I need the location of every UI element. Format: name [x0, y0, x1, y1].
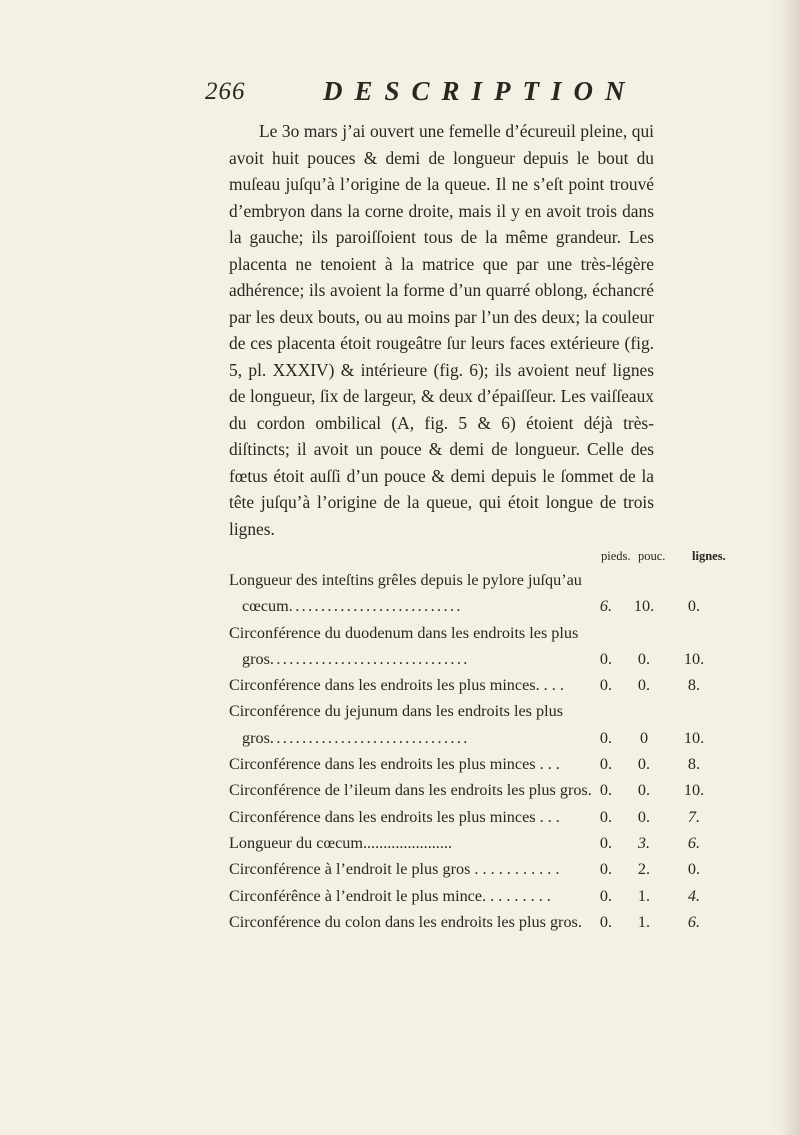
running-head	[205, 76, 637, 118]
dot-leaders: ...............................	[269, 728, 470, 747]
row-label: Circonférence à l’endroit le plus gros . . . . . . . . . . .	[229, 860, 560, 879]
value-pieds: 0.	[599, 860, 613, 879]
dot-leaders: ...............................	[269, 649, 470, 668]
row-label: Circonférence de l’ileum dans les endroits les plus gros.	[229, 781, 592, 800]
table-row	[229, 672, 701, 698]
value-lignes: 0.	[687, 597, 701, 616]
body-paragraph: Le 3o mars j’ai ouvert une femelle d’écureuil pleine, qui avoit huit pouces & demi de longueur depuis le bout du muſeau juſqu’à l’origine de la queue. Il ne s’eſt point trouvé d’embryon dans la corne droite, mais il y en avoit trois dans la gauche; ils paroiſſoient tous de la même grandeur. Les placenta ne tenoient à la matrice que par une très-légère adhérence; ils avoient la forme d’un quarré oblong, échancré par les deux bouts, ou au moins par l’un des deux; la couleur de ces placenta étoit rougeâtre ſur leurs faces extérieure (fig. 5, pl. XXXIV) & intérieure (fig. 6); ils avoient neuf lignes de longueur, ſix de largeur, & deux d’épaiſſeur. Les vaiſſeaux du cordon ombilical (A, fig. 5 & 6) étoient déjà très-diſtincts; il avoit un pouce & demi de longueur. Celle des fœtus étoit auſſi d’un pouce & demi depuis le ſommet de la tête juſqu’à l’origine de la queue, qui étoit longue de trois lignes.	[229, 121, 654, 539]
column-header-pieds: pieds.	[601, 549, 631, 563]
value-pouces: 0.	[637, 649, 651, 668]
value-lignes: 4.	[687, 886, 701, 905]
value-pouces: 0	[639, 728, 649, 747]
value-pieds: 0.	[599, 728, 613, 747]
row-label-continuation	[229, 725, 604, 751]
value-lignes: 6.	[687, 912, 701, 931]
value-pieds: 6.	[599, 597, 613, 616]
row-label-cont-text: gros	[242, 728, 270, 747]
value-pieds: 0.	[599, 886, 613, 905]
value-lignes: 10.	[683, 728, 705, 747]
row-label: Circonférence dans les endroits les plus minces . . .	[229, 807, 560, 826]
value-pieds: 0.	[599, 649, 613, 668]
table-row	[229, 620, 705, 673]
table-row	[229, 777, 705, 803]
column-header-pouces: pouc.	[638, 549, 666, 563]
value-lignes: 6.	[687, 833, 701, 852]
value-pieds: 0.	[599, 807, 613, 826]
value-pouces: 0.	[637, 676, 651, 695]
table-column-headers	[229, 549, 726, 567]
value-lignes: 10.	[683, 649, 705, 668]
row-label	[229, 620, 604, 673]
row-label-cont-text: cœcum	[242, 597, 289, 616]
row-label-cont-text: gros	[242, 649, 270, 668]
value-lignes: 8.	[687, 676, 701, 695]
row-label: Circonférênce à l’endroit le plus mince. . . . . . . . .	[229, 886, 551, 905]
row-label-text: Circonférence du jejunum dans les endroits les plus	[229, 702, 564, 721]
value-lignes: 10.	[683, 781, 705, 800]
value-pouces: 1.	[637, 912, 651, 931]
row-label: Longueur du cœcum......................	[229, 833, 452, 852]
value-pouces: 0.	[637, 781, 651, 800]
row-label-text: Circonférence du duodenum dans les endroits les plus	[229, 623, 579, 642]
row-label: Circonférence du colon dans les endroits les plus gros.	[229, 912, 582, 931]
value-pouces: 0.	[637, 755, 651, 774]
table-row	[229, 567, 701, 620]
page-edge-shadow	[782, 0, 800, 1135]
row-label: Circonférence dans les endroits les plus minces. . . .	[229, 676, 564, 695]
row-label-continuation	[229, 593, 604, 619]
column-header-lignes: lignes.	[692, 549, 726, 563]
table-row	[229, 909, 701, 935]
row-label-text: Longueur des inteſtins grêles depuis le pylore juſqu’au	[229, 571, 582, 589]
value-lignes: 7.	[687, 807, 701, 826]
value-pieds: 0.	[599, 833, 613, 852]
table-row	[229, 830, 701, 856]
value-pieds: 0.	[599, 781, 613, 800]
row-label	[229, 698, 604, 751]
table-row	[229, 856, 701, 882]
row-label	[229, 567, 604, 620]
table-row	[229, 883, 701, 909]
value-pouces: 3.	[637, 833, 651, 852]
value-pieds: 0.	[599, 912, 613, 931]
value-pouces: 1.	[637, 886, 651, 905]
value-lignes: 8.	[687, 755, 701, 774]
measurements-table	[229, 549, 726, 935]
value-lignes: 0.	[687, 860, 701, 879]
value-pouces: 2.	[637, 860, 651, 879]
running-title: DESCRIPTION	[323, 76, 637, 106]
table-row	[229, 751, 701, 777]
page-number: 266	[205, 78, 246, 105]
value-pieds: 0.	[599, 755, 613, 774]
value-pouces: 0.	[637, 807, 651, 826]
table-row	[229, 698, 705, 751]
table-row	[229, 804, 701, 830]
value-pouces: 10.	[633, 597, 655, 616]
value-pieds: 0.	[599, 676, 613, 695]
dot-leaders: ...........................	[288, 597, 463, 616]
row-label-continuation	[229, 646, 604, 672]
row-label: Circonférence dans les endroits les plus minces . . .	[229, 755, 560, 774]
